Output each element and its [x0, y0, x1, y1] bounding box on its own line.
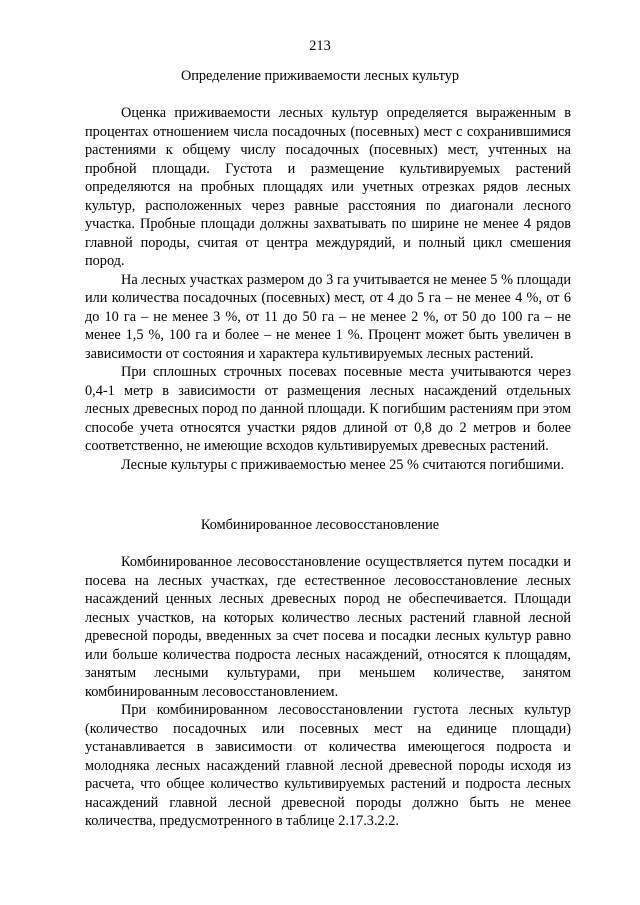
section-combined-reforestation: [85, 553, 571, 831]
page-number: 213: [309, 38, 331, 54]
paragraph: При комбинированном лесовосстановлении густота лесных культур (количество посадочных или посевных мест на единице площади) устанавливается в зависимости от количества имеющегося подроста и молодняка лесных насаждений главной лесной древесной породы исходя из расчета, что общее количество культивируемых растений и подроста лесных насаждений главной лесной древесной породы должно быть не менее количества, предусмотренного в таблице 2.17.3.2.2.: [85, 702, 571, 829]
paragraph: Лесные культуры с приживаемостью менее 25 % считаются погибшими.: [121, 456, 565, 473]
paragraph: Комбинированное лесовосстановление осуществляется путем посадки и посева на лесных участках, где естественное лесовосстановление лесных насаждений ценных лесных древесных пород не обеспечивается. Площади лесных участков, на которых количество лесных растений главной лесной древесной породы, введенных за счет посева и посадки лесных культур равно или больше количества подроста лесных насаждений, относятся к площадям, занятым лесными культурами, при меньшем количестве, занятом комбинированным лесовосстановлением.: [85, 554, 571, 700]
paragraph: Оценка приживаемости лесных культур определяется выраженным в процентах отношением числа посадочных (посевных) мест с сохранившимися растениями к общему числу посадочных (посевных) мест, учтенных на пробной площади. Густота и размещение культивируемых растений определяются на пробных площадях или учетных отрезках рядов лесных культур, расположенных через равные расстояния по диагонали лесного участка. Пробные площади должны захватывать по ширине не менее 4 рядов главной породы, считая от центра междурядий, и полный цикл смешения пород.: [85, 105, 571, 269]
section-title-combined-reforestation: Комбинированное лесовосстановление: [200, 517, 440, 533]
paragraph: На лесных участках размером до 3 га учитывается не менее 5 % площади или количества посадочных (посевных) мест, от 4 до 5 га – не менее 4 %, от 6 до 10 га – не менее 3 %, от 11 до 50 га – не менее 2 %, от 50 до 100 га – не менее 1,5 %, 100 га и более – не менее 1 %. Процент может быть увеличен в зависимости от состояния и характера культивируемых лесных растений.: [85, 271, 571, 362]
section-survival-assessment: [85, 104, 571, 474]
section-title-survival-assessment: Определение приживаемости лесных культур: [180, 68, 460, 84]
paragraph: При сплошных строчных посевах посевные места учитываются через 0,4-1 метр в зависимости от размещения лесных насаждений отдельных лесных древесных пород по данной площади. К погибшим растениям при этом способе учета относятся участки рядов длиной от 0,8 до 2 метров и более соответственно, не имеющие всходов культивируемых древесных растений.: [85, 364, 571, 454]
